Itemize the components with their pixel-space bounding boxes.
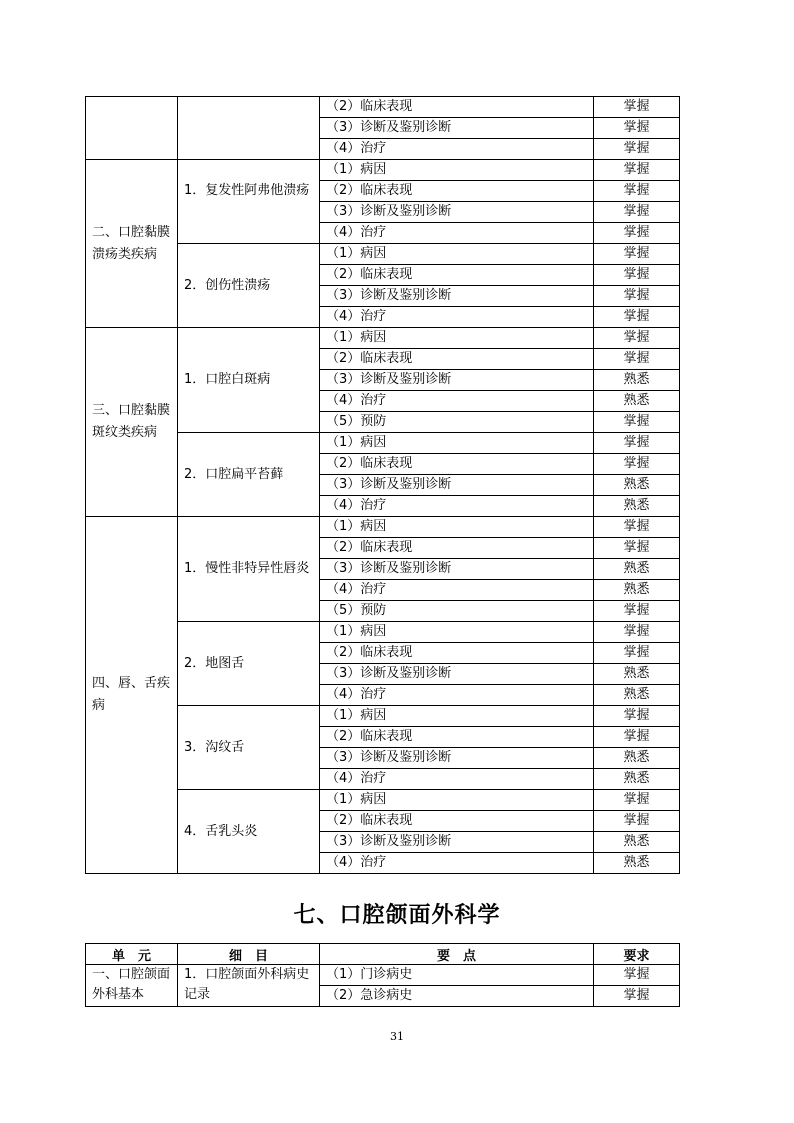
point-cell: （3）诊断及鉴别诊断 xyxy=(320,748,594,769)
point-cell: （4）治疗 xyxy=(320,307,594,328)
requirement-cell: 熟悉 xyxy=(594,475,680,496)
point-cell: （1）病因 xyxy=(320,706,594,727)
requirement-cell: 熟悉 xyxy=(594,769,680,790)
detail-cell: 1．慢性非特异性唇炎 xyxy=(178,517,320,622)
requirement-cell: 掌握 xyxy=(594,160,680,181)
requirement-cell: 掌握 xyxy=(594,97,680,118)
requirement-cell: 掌握 xyxy=(594,202,680,223)
detail-cell: 1．口腔颌面外科病史记录 xyxy=(178,965,320,1007)
header-unit: 单 元 xyxy=(86,944,178,965)
point-cell: （1）病因 xyxy=(320,622,594,643)
point-cell: （5）预防 xyxy=(320,601,594,622)
requirement-cell: 掌握 xyxy=(594,601,680,622)
requirement-cell: 掌握 xyxy=(594,328,680,349)
point-cell: （4）治疗 xyxy=(320,139,594,160)
header-points: 要 点 xyxy=(320,944,594,965)
header-requirement: 要求 xyxy=(594,944,680,965)
requirement-cell: 掌握 xyxy=(594,727,680,748)
point-cell: （3）诊断及鉴别诊断 xyxy=(320,832,594,853)
requirement-cell: 熟悉 xyxy=(594,370,680,391)
detail-cell: 2．地图舌 xyxy=(178,622,320,706)
requirement-cell: 掌握 xyxy=(594,454,680,475)
requirement-cell: 掌握 xyxy=(594,244,680,265)
point-cell: （2）临床表现 xyxy=(320,181,594,202)
detail-cell: 1．口腔白斑病 xyxy=(178,328,320,433)
requirement-cell: 掌握 xyxy=(594,265,680,286)
point-cell: （1）病因 xyxy=(320,244,594,265)
point-cell: （2）急诊病史 xyxy=(320,986,594,1007)
point-cell: （1）病因 xyxy=(320,517,594,538)
point-cell: （4）治疗 xyxy=(320,391,594,412)
point-cell: （1）病因 xyxy=(320,160,594,181)
point-cell: （2）临床表现 xyxy=(320,454,594,475)
requirement-cell: 熟悉 xyxy=(594,685,680,706)
requirement-cell: 掌握 xyxy=(594,286,680,307)
point-cell: （1）门诊病史 xyxy=(320,965,594,986)
requirement-cell: 掌握 xyxy=(594,538,680,559)
requirement-cell: 熟悉 xyxy=(594,853,680,874)
point-cell: （1）病因 xyxy=(320,433,594,454)
point-cell: （4）治疗 xyxy=(320,685,594,706)
requirement-cell: 掌握 xyxy=(594,349,680,370)
requirement-cell: 熟悉 xyxy=(594,559,680,580)
point-cell: （3）诊断及鉴别诊断 xyxy=(320,286,594,307)
requirement-cell: 掌握 xyxy=(594,706,680,727)
point-cell: （2）临床表现 xyxy=(320,349,594,370)
point-cell: （4）治疗 xyxy=(320,580,594,601)
requirement-cell: 熟悉 xyxy=(594,391,680,412)
unit-cell-empty xyxy=(86,97,178,160)
detail-cell: 1．复发性阿弗他溃疡 xyxy=(178,160,320,244)
unit-cell: 三、口腔黏膜斑纹类疾病 xyxy=(86,328,178,517)
requirement-cell: 掌握 xyxy=(594,118,680,139)
requirement-cell: 掌握 xyxy=(594,643,680,664)
requirement-cell: 掌握 xyxy=(594,181,680,202)
unit-cell: 二、口腔黏膜溃疡类疾病 xyxy=(86,160,178,328)
point-cell: （2）临床表现 xyxy=(320,97,594,118)
point-cell: （3）诊断及鉴别诊断 xyxy=(320,559,594,580)
detail-cell: 4．舌乳头炎 xyxy=(178,790,320,874)
requirement-cell: 掌握 xyxy=(594,811,680,832)
point-cell: （3）诊断及鉴别诊断 xyxy=(320,370,594,391)
requirement-cell: 掌握 xyxy=(594,223,680,244)
requirement-cell: 熟悉 xyxy=(594,664,680,685)
point-cell: （2）临床表现 xyxy=(320,538,594,559)
point-cell: （4）治疗 xyxy=(320,223,594,244)
requirement-cell: 熟悉 xyxy=(594,580,680,601)
detail-cell: 3．沟纹舌 xyxy=(178,706,320,790)
detail-cell-empty xyxy=(178,97,320,160)
point-cell: （2）临床表现 xyxy=(320,727,594,748)
requirement-cell: 掌握 xyxy=(594,433,680,454)
syllabus-table-oral-mucosa xyxy=(85,96,680,874)
header-detail: 细 目 xyxy=(178,944,320,965)
requirement-cell: 熟悉 xyxy=(594,832,680,853)
requirement-cell: 掌握 xyxy=(594,622,680,643)
detail-cell: 2．创伤性溃疡 xyxy=(178,244,320,328)
requirement-cell: 掌握 xyxy=(594,139,680,160)
point-cell: （4）治疗 xyxy=(320,769,594,790)
point-cell: （3）诊断及鉴别诊断 xyxy=(320,475,594,496)
unit-cell: 一、口腔颌面外科基本 xyxy=(86,965,178,1007)
requirement-cell: 掌握 xyxy=(594,517,680,538)
requirement-cell: 掌握 xyxy=(594,965,680,986)
detail-cell: 2．口腔扁平苔藓 xyxy=(178,433,320,517)
section-title: 七、口腔颌面外科学 xyxy=(293,902,501,928)
point-cell: （3）诊断及鉴别诊断 xyxy=(320,664,594,685)
point-cell: （1）病因 xyxy=(320,790,594,811)
point-cell: （1）病因 xyxy=(320,328,594,349)
unit-cell: 四、唇、舌疾病 xyxy=(86,517,178,874)
point-cell: （3）诊断及鉴别诊断 xyxy=(320,118,594,139)
point-cell: （2）临床表现 xyxy=(320,643,594,664)
requirement-cell: 熟悉 xyxy=(594,748,680,769)
requirement-cell: 掌握 xyxy=(594,307,680,328)
point-cell: （2）临床表现 xyxy=(320,265,594,286)
requirement-cell: 熟悉 xyxy=(594,496,680,517)
point-cell: （5）预防 xyxy=(320,412,594,433)
point-cell: （3）诊断及鉴别诊断 xyxy=(320,202,594,223)
syllabus-table-oral-surgery xyxy=(85,943,680,1007)
requirement-cell: 掌握 xyxy=(594,986,680,1007)
requirement-cell: 掌握 xyxy=(594,790,680,811)
point-cell: （4）治疗 xyxy=(320,496,594,517)
requirement-cell: 掌握 xyxy=(594,412,680,433)
page-number: 31 xyxy=(390,1030,404,1043)
point-cell: （2）临床表现 xyxy=(320,811,594,832)
point-cell: （4）治疗 xyxy=(320,853,594,874)
